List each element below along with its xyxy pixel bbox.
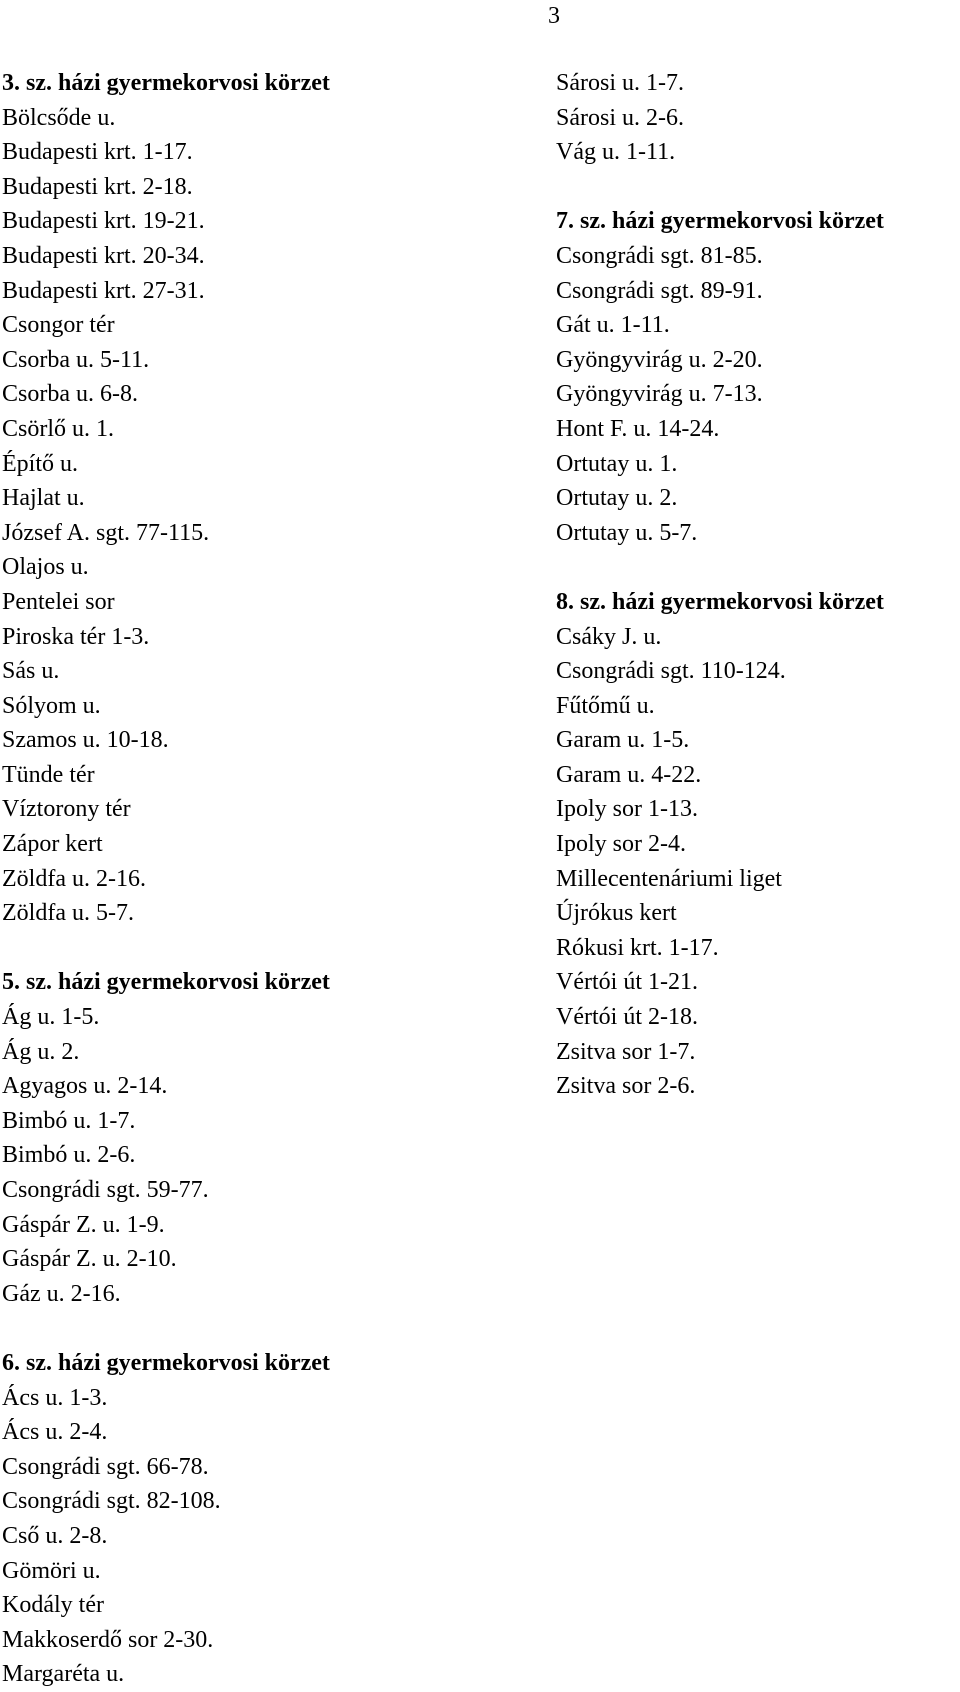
street-entry: Gömöri u.	[2, 1557, 101, 1584]
street-entry: Sárosi u. 2-6.	[556, 104, 684, 131]
street-entry: Gát u. 1-11.	[556, 312, 670, 339]
street-entry: Olajos u.	[2, 554, 89, 581]
district-title: 7. sz. házi gyermekorvosi körzet	[556, 208, 884, 235]
street-entry: Ács u. 2-4.	[2, 1419, 108, 1446]
street-entry: Zápor kert	[2, 831, 103, 858]
street-entry: Építő u.	[2, 450, 78, 477]
street-entry: Csongrádi sgt. 82-108.	[2, 1488, 221, 1515]
street-entry: Víztorony tér	[2, 796, 131, 823]
street-entry: Csongrádi sgt. 59-77.	[2, 1177, 209, 1203]
street-entry: Csongrádi sgt. 66-78.	[2, 1453, 209, 1480]
street-list	[2, 1000, 542, 1311]
district-section	[556, 66, 956, 170]
street-entry: Csongor tér	[2, 312, 115, 339]
left-column	[2, 66, 542, 1692]
street-entry: Ipoly sor 2-4.	[556, 831, 686, 858]
street-entry: Sárosi u. 1-7.	[556, 70, 684, 96]
street-entry: Sás u.	[2, 658, 60, 685]
street-entry: Ortutay u. 1.	[556, 450, 678, 477]
district-title: 5. sz. házi gyermekorvosi körzet	[2, 969, 330, 996]
district-title: 3. sz. házi gyermekorvosi körzet	[2, 70, 330, 96]
street-entry: Kodály tér	[2, 1592, 104, 1619]
street-list	[556, 66, 956, 170]
street-entry: Budapesti krt. 19-21.	[2, 208, 205, 235]
street-list	[556, 620, 956, 1104]
street-entry: Bimbó u. 2-6.	[2, 1142, 136, 1169]
street-entry: Garam u. 4-22.	[556, 761, 702, 788]
street-entry: Csongrádi sgt. 89-91.	[556, 277, 763, 304]
street-entry: Bölcsőde u.	[2, 104, 116, 131]
street-entry: Hont F. u. 14-24.	[556, 415, 720, 442]
street-entry: Budapesti krt. 20-34.	[2, 242, 205, 269]
page-number: 3	[548, 3, 560, 29]
street-entry: Csorba u. 5-11.	[2, 346, 150, 373]
street-entry: Ipoly sor 1-13.	[556, 796, 698, 823]
street-entry: Piroska tér 1-3.	[2, 623, 150, 650]
street-entry: Ág u. 2.	[2, 1038, 80, 1065]
street-entry: Szamos u. 10-18.	[2, 727, 169, 754]
street-entry: Fűtőmű u.	[556, 692, 655, 719]
street-entry: Csorba u. 6-8.	[2, 381, 138, 408]
district-section	[556, 204, 956, 550]
district-title: 6. sz. házi gyermekorvosi körzet	[2, 1349, 330, 1376]
street-entry: Budapesti krt. 1-17.	[2, 139, 193, 166]
street-entry: Vág u. 1-11.	[556, 139, 676, 166]
street-entry: Tünde tér	[2, 761, 95, 788]
street-entry: Gyöngyvirág u. 2-20.	[556, 346, 763, 373]
street-entry: Hajlat u.	[2, 485, 85, 512]
street-entry: Rókusi krt. 1-17.	[556, 934, 719, 961]
street-entry: Gáz u. 2-16.	[2, 1280, 121, 1307]
street-entry: Csáky J. u.	[556, 623, 662, 650]
street-entry: Agyagos u. 2-14.	[2, 1073, 168, 1100]
street-entry: Gyöngyvirág u. 7-13.	[556, 381, 763, 408]
street-entry: Vértói út 2-18.	[556, 1004, 698, 1031]
street-entry: Budapesti krt. 27-31.	[2, 277, 205, 304]
street-entry: Ág u. 1-5.	[2, 1004, 100, 1031]
street-entry: Margaréta u.	[2, 1661, 125, 1688]
street-entry: Ortutay u. 5-7.	[556, 519, 698, 546]
street-entry: József A. sgt. 77-115.	[2, 519, 210, 546]
district-section	[556, 585, 956, 1104]
street-list	[2, 101, 542, 931]
street-entry: Újrókus kert	[556, 900, 677, 927]
street-entry: Millecentenáriumi liget	[556, 865, 782, 892]
street-entry: Bimbó u. 1-7.	[2, 1107, 136, 1134]
district-title: 8. sz. házi gyermekorvosi körzet	[556, 588, 884, 615]
street-entry: Sólyom u.	[2, 692, 101, 719]
street-entry: Csongrádi sgt. 81-85.	[556, 242, 763, 269]
street-entry: Csongrádi sgt. 110-124.	[556, 658, 786, 685]
street-entry: Zsitva sor 2-6.	[556, 1073, 696, 1100]
street-entry: Csörlő u. 1.	[2, 415, 115, 442]
street-entry: Gáspár Z. u. 2-10.	[2, 1246, 177, 1273]
street-entry: Ortutay u. 2.	[556, 485, 678, 512]
street-entry: Zöldfa u. 5-7.	[2, 900, 134, 927]
street-entry: Zöldfa u. 2-16.	[2, 865, 146, 892]
street-entry: Makkoserdő sor 2-30.	[2, 1626, 214, 1653]
district-section	[2, 1346, 542, 1692]
street-list	[556, 239, 956, 550]
street-entry: Garam u. 1-5.	[556, 727, 690, 754]
right-column	[556, 66, 956, 1104]
street-entry: Gáspár Z. u. 1-9.	[2, 1211, 165, 1238]
street-entry: Zsitva sor 1-7.	[556, 1038, 696, 1065]
district-section	[2, 965, 542, 1311]
street-entry: Pentelei sor	[2, 588, 115, 615]
district-section	[2, 66, 542, 931]
street-entry: Vértói út 1-21.	[556, 969, 698, 996]
street-entry: Budapesti krt. 2-18.	[2, 173, 193, 200]
street-entry: Ács u. 1-3.	[2, 1384, 108, 1411]
street-entry: Cső u. 2-8.	[2, 1522, 108, 1549]
street-list	[2, 1381, 542, 1692]
